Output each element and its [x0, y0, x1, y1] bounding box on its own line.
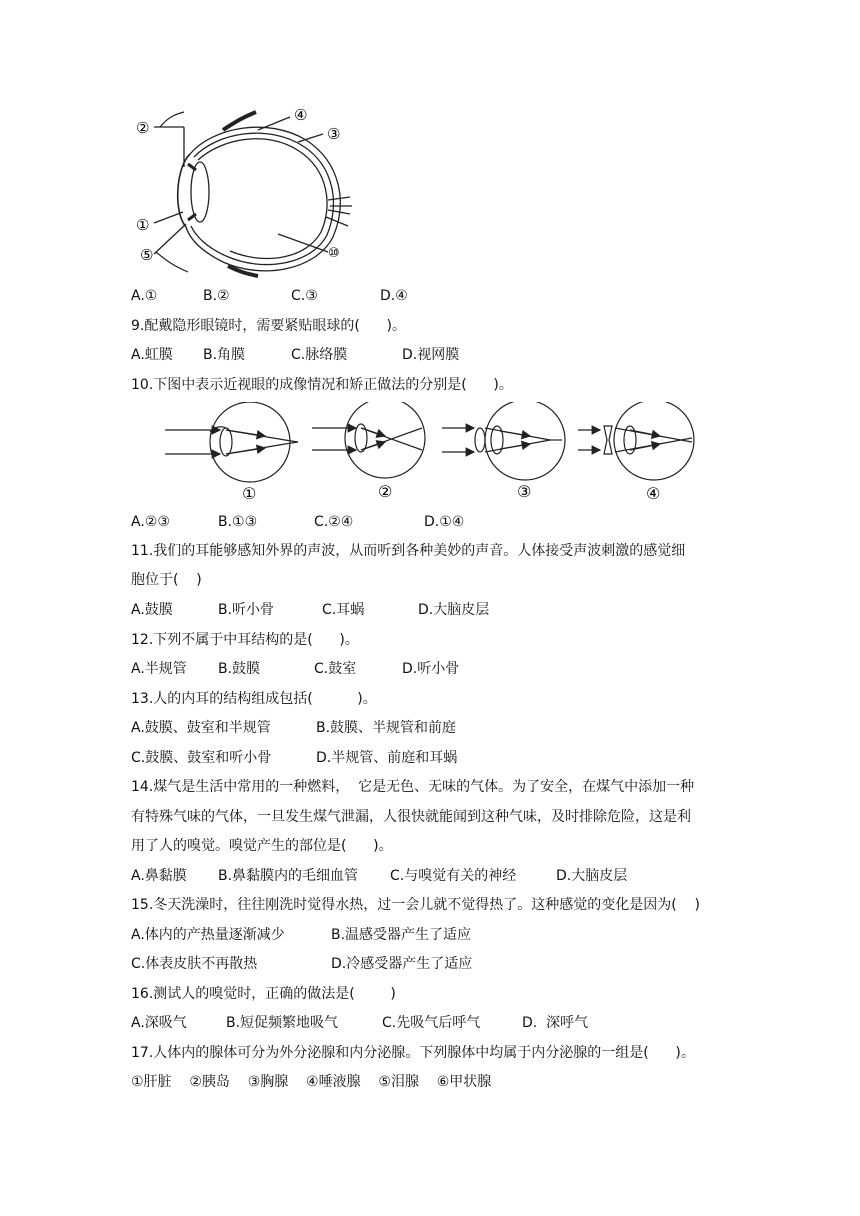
q16-stem: 16.测试人的嗅觉时，正确的做法是( ) [131, 986, 396, 1002]
eye-label: ④ [294, 106, 308, 124]
q12-option-a: A.半规管 [131, 661, 187, 677]
q11-option-a: A.鼓膜 [131, 602, 173, 618]
q12-stem: 12.下列不属于中耳结构的是( )。 [131, 632, 359, 648]
q13-option-a: A.鼓膜、鼓室和半规管 [131, 720, 271, 736]
q14-option-d: D.大脑皮层 [556, 868, 628, 884]
q10-option-b: B.①③ [218, 514, 258, 530]
q15-stem: 15.冬天洗澡时，往往刚洗时觉得水热，过一会儿就不觉得热了。这种感觉的变化是因为( ) [131, 897, 700, 913]
q8-option-d: D.④ [380, 288, 408, 304]
q14-option-a: A.鼻黏膜 [131, 868, 187, 884]
q14-stem-line3: 用了人的嗅觉。嗅觉产生的部位是( )。 [131, 838, 393, 854]
q9-stem: 9.配戴隐形眼镜时，需要紧贴眼球的( )。 [131, 318, 406, 334]
q14-option-b: B.鼻黏膜内的毛细血管 [218, 868, 359, 884]
q15-option-d: D.冷感受器产生了适应 [331, 956, 473, 972]
q9-option-d: D.视网膜 [402, 347, 460, 363]
q13-option-d: D.半规管、前庭和耳蜗 [316, 750, 458, 766]
q14-stem-line2: 有特殊气味的气体，一旦发生煤气泄漏，人很快就能闻到这种气味，及时排除危险，这是利 [131, 809, 691, 825]
q11-option-c: C.耳蜗 [322, 602, 365, 618]
q10-stem: 10.下图中表示近视眼的成像情况和矫正做法的分别是( )。 [131, 377, 513, 393]
q9-option-b: B.角膜 [203, 347, 246, 363]
q11-stem-line1: 11.我们的耳能够感知外界的声波，从而听到各种美妙的声音。人体接受声波刺激的感觉细 [131, 543, 686, 559]
q9-option-c: C.脉络膜 [291, 347, 348, 363]
q12-option-b: B.鼓膜 [218, 661, 261, 677]
vision-diagram-label: ④ [646, 484, 661, 503]
eye-label: ⑤ [140, 246, 154, 264]
q16-option-a: A.深吸气 [131, 1015, 187, 1031]
q15-option-c: C.体表皮肤不再散热 [131, 956, 258, 972]
q16-option-d: D. 深呼气 [522, 1015, 589, 1031]
q16-option-c: C.先吸气后呼气 [382, 1015, 481, 1031]
q10-option-c: C.②④ [314, 514, 354, 530]
q16-option-b: B.短促频繁地吸气 [226, 1015, 339, 1031]
q13-stem: 13.人的内耳的结构组成包括( )。 [131, 691, 377, 707]
vision-diagram-label: ③ [517, 482, 532, 501]
q11-option-b: B.听小骨 [218, 602, 275, 618]
q15-option-b: B.温感受器产生了适应 [331, 927, 472, 943]
eye-label: ③ [327, 125, 341, 143]
q12-option-c: C.鼓室 [314, 661, 357, 677]
q10-option-a: A.②③ [131, 514, 170, 530]
vision-diagram-label: ① [242, 484, 257, 503]
q17-items: ①肝脏 ②胰岛 ③胸腺 ④唾液腺 ⑤泪腺 ⑥甲状腺 [131, 1074, 492, 1090]
q9-option-a: A.虹膜 [131, 347, 173, 363]
q8-option-c: C.③ [291, 288, 318, 304]
q14-stem-line1: 14.煤气是生活中常用的一种燃料， 它是无色、无味的气体。为了安全，在煤气中添加一种 [131, 779, 695, 795]
q15-option-a: A.体内的产热量逐渐减少 [131, 927, 285, 943]
q14-option-c: C.与嗅觉有关的神经 [390, 868, 517, 884]
vision-diagrams [160, 402, 700, 504]
q10-option-d: D.①④ [424, 514, 465, 530]
q13-option-c: C.鼓膜、鼓室和听小骨 [131, 750, 272, 766]
q8-option-b: B.② [203, 288, 230, 304]
eye-label: ⑩ [328, 246, 340, 261]
eye-label: ① [136, 216, 150, 234]
q17-stem: 17.人体内的腺体可分为外分泌腺和内分泌腺。下列腺体中均属于内分泌腺的一组是( )。 [131, 1045, 695, 1061]
q11-option-d: D.大脑皮层 [418, 602, 490, 618]
q12-option-d: D.听小骨 [402, 661, 460, 677]
q8-option-a: A.① [131, 288, 158, 304]
q11-stem-line2: 胞位于( ) [131, 572, 202, 588]
eye-label: ② [136, 119, 150, 137]
vision-diagram-label: ② [378, 482, 393, 501]
q13-option-b: B.鼓膜、半规管和前庭 [316, 720, 457, 736]
eye-diagram [128, 102, 358, 284]
